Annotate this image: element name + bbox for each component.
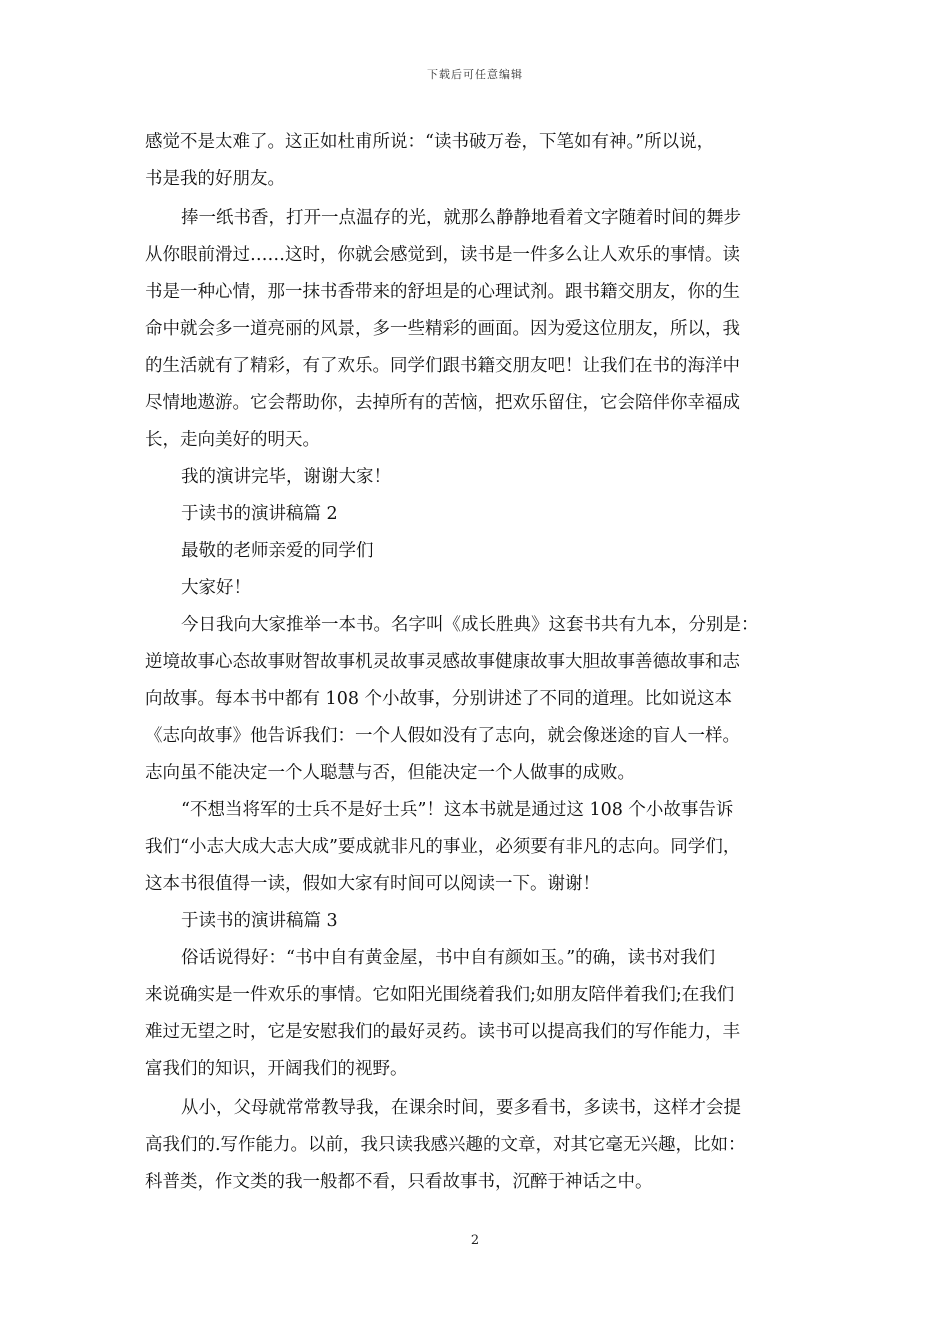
text-line: 命中就会多一道亮丽的风景，多一些精彩的画面。因为爱这位朋友，所以，我	[145, 319, 740, 339]
text-line: 俗话说得好：“书中自有黄金屋，书中自有颜如玉。”的确，读书对我们	[181, 948, 716, 968]
text-line: 我的演讲完毕，谢谢大家！	[181, 467, 391, 487]
text-line: “不想当将军的士兵不是好士兵”！这本书就是通过这 108 个小故事告诉	[181, 800, 734, 820]
text-line: 科普类，作文类的我一般都不看，只看故事书，沉醉于神话之中。	[145, 1172, 653, 1192]
text-line: 最敬的老师亲爱的同学们	[181, 541, 374, 561]
text-line: 从小，父母就常常教导我，在课余时间，要多看书，多读书，这样才会提	[181, 1098, 741, 1118]
text-line: 书是我的好朋友。	[145, 169, 285, 189]
text-line: 从你眼前滑过……这时，你就会感觉到，读书是一件多么让人欢乐的事情。读	[145, 245, 740, 265]
text-line: 尽情地遨游。它会帮助你，去掉所有的苦恼，把欢乐留住，它会陪伴你幸福成	[145, 393, 740, 413]
text-line: 志向虽不能决定一个人聪慧与否，但能决定一个人做事的成败。	[145, 763, 635, 783]
text-line: 我们“小志大成大志大成”要成就非凡的事业，必须要有非凡的志向。同学们，	[145, 837, 741, 857]
section-heading: 于读书的演讲稿篇 3	[181, 911, 338, 931]
text-line: 富我们的知识，开阔我们的视野。	[145, 1059, 408, 1079]
text-line: 今日我向大家推举一本书。名字叫《成长胜典》这套书共有九本，分别是：	[181, 615, 759, 635]
text-line: 来说确实是一件欢乐的事情。它如阳光围绕着我们;如朋友陪伴着我们;在我们	[145, 985, 735, 1005]
text-line: 书是一种心情，那一抹书香带来的舒坦是的心理试剂。跟书籍交朋友，你的生	[145, 282, 740, 302]
text-line: 大家好！	[181, 578, 251, 598]
text-line: 捧一纸书香，打开一点温存的光，就那么静静地看着文字随着时间的舞步	[181, 208, 741, 228]
text-line: 感觉不是太难了。这正如杜甫所说：“读书破万卷，下笔如有神。”所以说，	[145, 132, 715, 152]
text-line: 长，走向美好的明天。	[145, 430, 320, 450]
text-line: 逆境故事心态故事财智故事机灵故事灵感故事健康故事大胆故事善德故事和志	[145, 652, 740, 672]
text-line: 难过无望之时，它是安慰我们的最好灵药。读书可以提高我们的写作能力，丰	[145, 1022, 740, 1042]
text-line: 高我们的.写作能力。以前，我只读我感兴趣的文章，对其它毫无兴趣，比如：	[145, 1135, 746, 1155]
text-line: 向故事。每本书中都有 108 个小故事，分别讲述了不同的道理。比如说这本	[145, 689, 733, 709]
section-heading: 于读书的演讲稿篇 2	[181, 504, 338, 524]
text-line: 《志向故事》他告诉我们：一个人假如没有了志向，就会像迷途的盲人一样。	[145, 726, 740, 746]
page-header-note: 下载后可任意编辑	[427, 68, 523, 81]
text-line: 的生活就有了精彩，有了欢乐。同学们跟书籍交朋友吧！让我们在书的海洋中	[145, 356, 740, 376]
page-number: 2	[470, 1233, 480, 1248]
text-line: 这本书很值得一读，假如大家有时间可以阅读一下。谢谢！	[145, 874, 600, 894]
